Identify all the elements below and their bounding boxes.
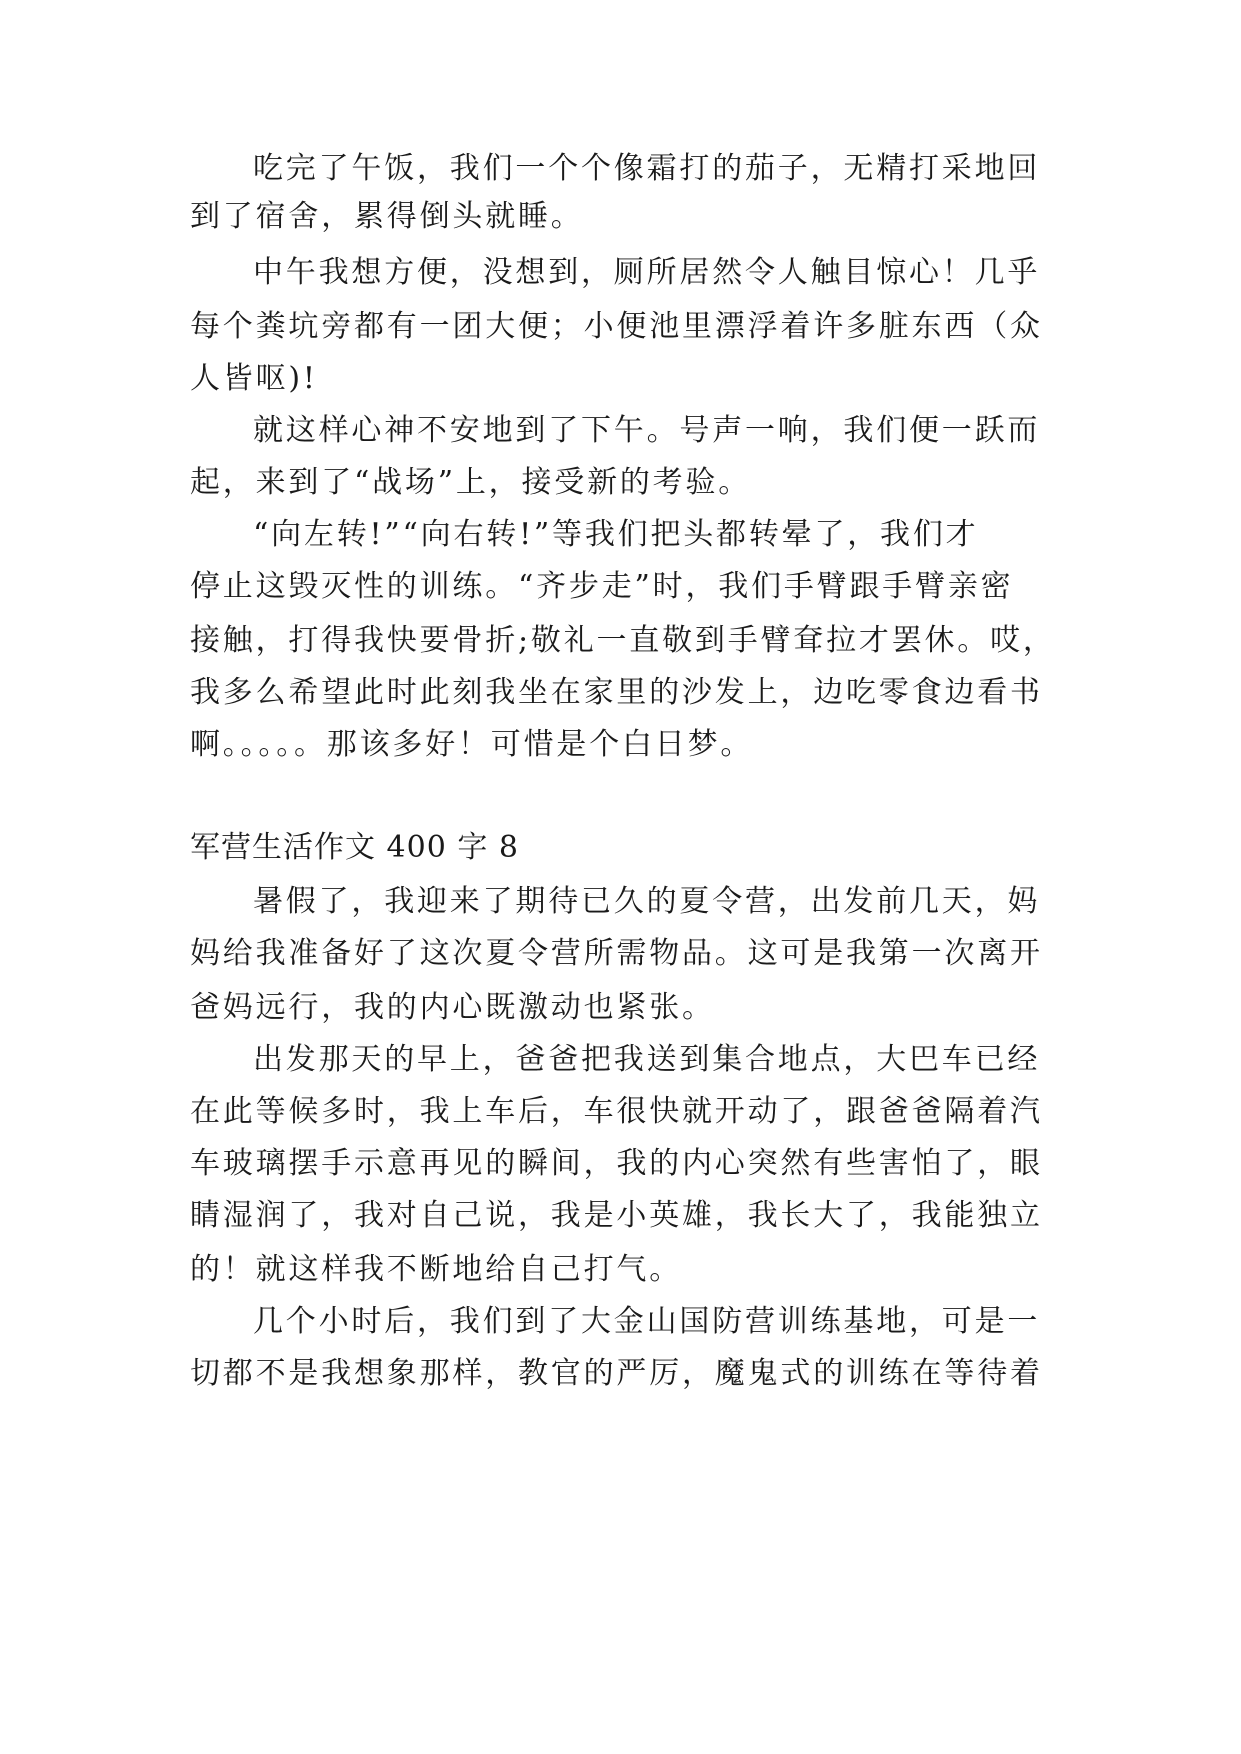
text-line: 人皆呕)! (190, 361, 318, 396)
text-line: 几个小时后，我们到了大金山国防营训练基地，可是一 (253, 1304, 1041, 1339)
text-line: 每个粪坑旁都有一团大便；小便池里漂浮着许多脏东西（众 (190, 309, 1043, 344)
text-line: 暑假了，我迎来了期待已久的夏令营，出发前几天，妈 (253, 884, 1041, 919)
text-line: 车玻璃摆手示意再见的瞬间，我的内心突然有些害怕了，眼 (190, 1146, 1043, 1181)
section-heading: 军营生活作文 400 字 8 (190, 830, 519, 865)
text-line: 吃完了午饭，我们一个个像霜打的茄子，无精打采地回 (253, 151, 1041, 186)
text-line: 切都不是我想象那样，教官的严厉，魔鬼式的训练在等待着 (190, 1356, 1043, 1391)
text-line: 中午我想方便，没想到，厕所居然令人触目惊心！几乎 (253, 255, 1041, 290)
text-line: 出发那天的早上，爸爸把我送到集合地点，大巴车已经 (253, 1042, 1041, 1077)
text-line: 的！就这样我不断地给自己打气。 (190, 1252, 682, 1287)
text-line: 接触，打得我快要骨折;敬礼一直敬到手臂耷拉才罢休。哎， (190, 623, 1056, 658)
text-line: “向左转!”“向右转!”等我们把头都转晕了，我们才 (253, 517, 979, 552)
text-line: 停止这毁灭性的训练。“齐步走”时，我们手臂跟手臂亲密 (190, 569, 1014, 604)
text-line: 我多么希望此时此刻我坐在家里的沙发上，边吃零食边看书 (190, 675, 1043, 710)
text-line: 起，来到了“战场”上，接受新的考验。 (190, 465, 752, 500)
text-line: 爸妈远行，我的内心既激动也紧张。 (190, 990, 715, 1025)
text-line: 在此等候多时，我上车后，车很快就开动了，跟爸爸隔着汽 (190, 1094, 1043, 1129)
text-line: 啊。。。。。那该多好！可惜是个白日梦。 (190, 727, 754, 762)
text-line: 到了宿舍，累得倒头就睡。 (190, 199, 584, 234)
text-line: 妈给我准备好了这次夏令营所需物品。这可是我第一次离开 (190, 936, 1043, 971)
text-line: 就这样心神不安地到了下午。号声一响，我们便一跃而 (253, 413, 1041, 448)
text-line: 睛湿润了，我对自己说，我是小英雄，我长大了，我能独立 (190, 1198, 1043, 1233)
